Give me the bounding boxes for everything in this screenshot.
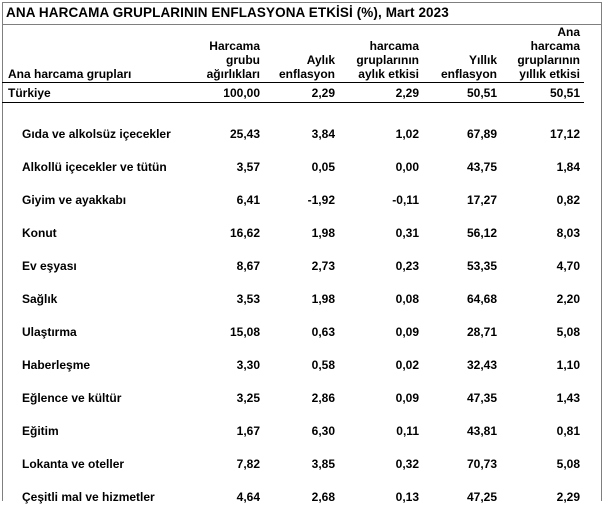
row-label: Eğitim bbox=[22, 423, 59, 438]
table-cell: 1,02 bbox=[395, 126, 419, 141]
table-cell: 16,62 bbox=[229, 225, 260, 240]
table-cell: 0,09 bbox=[395, 324, 419, 339]
table-cell: 3,84 bbox=[311, 126, 335, 141]
table-cell: 70,73 bbox=[466, 456, 497, 471]
column-header bbox=[264, 25, 339, 83]
column-header-line: enflasyon bbox=[440, 67, 497, 81]
table-cell: 0,02 bbox=[395, 357, 419, 372]
table-cell: 50,51 bbox=[501, 83, 584, 103]
table-cell: 1,43 bbox=[556, 390, 580, 405]
table-cell: 1,10 bbox=[556, 357, 580, 372]
table-cell: 6,30 bbox=[311, 423, 335, 438]
table-cell: 5,08 bbox=[556, 324, 580, 339]
total-row bbox=[2, 83, 584, 103]
table-cell: 25,43 bbox=[229, 126, 260, 141]
table-cell: -1,92 bbox=[307, 192, 335, 207]
table-cell: 0,23 bbox=[395, 258, 419, 273]
column-header-line: yıllık etkisi bbox=[519, 67, 580, 81]
table-cell: 6,41 bbox=[236, 192, 260, 207]
column-header-line: aylık etkisi bbox=[358, 67, 419, 81]
column-header-line: enflasyon bbox=[278, 67, 335, 81]
table-cell: 2,68 bbox=[311, 489, 335, 504]
table-row bbox=[2, 150, 584, 183]
table-cell: 2,86 bbox=[311, 390, 335, 405]
table-cell: 15,08 bbox=[229, 324, 260, 339]
table-cell: 17,27 bbox=[466, 192, 497, 207]
table-cell: 0,81 bbox=[556, 423, 580, 438]
column-header bbox=[501, 25, 584, 83]
column-header bbox=[188, 25, 264, 83]
table-cell: 8,03 bbox=[556, 225, 580, 240]
table-row bbox=[2, 117, 584, 150]
table-cell: 4,70 bbox=[556, 258, 580, 273]
table-cell: 2,29 bbox=[556, 489, 580, 504]
row-label: Haberleşme bbox=[22, 357, 91, 372]
table-cell: 47,25 bbox=[466, 489, 497, 504]
table-cell: 0,32 bbox=[395, 456, 419, 471]
table-cell: 0,11 bbox=[396, 423, 419, 438]
table-cell: 2,73 bbox=[311, 258, 335, 273]
table-cell: 3,53 bbox=[236, 291, 260, 306]
table-cell: 0,05 bbox=[311, 159, 335, 174]
table-cell: 7,82 bbox=[236, 456, 260, 471]
table-cell: 0,58 bbox=[311, 357, 335, 372]
table-cell: 56,12 bbox=[466, 225, 497, 240]
table-cell: 0,09 bbox=[395, 390, 419, 405]
table-row bbox=[2, 282, 584, 315]
table-row bbox=[2, 381, 584, 414]
column-header-line: Ana harcama grupları bbox=[8, 67, 132, 81]
table-row bbox=[2, 216, 584, 249]
column-header-line: Aylık bbox=[306, 53, 335, 67]
row-label: Ulaştırma bbox=[22, 324, 77, 339]
table-row bbox=[2, 249, 584, 282]
table-cell: 0,13 bbox=[395, 489, 419, 504]
row-label: Ev eşyası bbox=[22, 258, 77, 273]
table-cell: 43,81 bbox=[466, 423, 497, 438]
table-cell: 100,00 bbox=[188, 83, 264, 103]
header-row bbox=[2, 25, 584, 83]
table-cell: 28,71 bbox=[466, 324, 497, 339]
spacer-row bbox=[2, 103, 584, 118]
table-cell: 3,85 bbox=[311, 456, 335, 471]
table-cell: 0,00 bbox=[395, 159, 419, 174]
column-header-line: grubu bbox=[226, 53, 260, 67]
column-header-line: Yıllık bbox=[468, 53, 497, 67]
table-cell: 0,31 bbox=[395, 225, 419, 240]
table-cell: 0,82 bbox=[556, 192, 580, 207]
column-header bbox=[423, 25, 501, 83]
table-cell: 64,68 bbox=[466, 291, 497, 306]
table-cell: 53,35 bbox=[466, 258, 497, 273]
column-header-line: Ana harcama bbox=[530, 25, 580, 53]
table-cell: 2,29 bbox=[339, 83, 423, 103]
column-header-line: ağırlıkları bbox=[206, 67, 260, 81]
column-header bbox=[339, 25, 423, 83]
table-cell: 4,64 bbox=[236, 489, 260, 504]
column-header-line: harcama bbox=[369, 39, 419, 53]
table-cell: -0,11 bbox=[392, 192, 419, 207]
column-header-line: gruplarının bbox=[356, 53, 419, 67]
table-row bbox=[2, 414, 584, 447]
table-cell: 0,08 bbox=[395, 291, 419, 306]
column-header-line: Harcama bbox=[209, 39, 260, 53]
table-cell: 1,67 bbox=[236, 423, 260, 438]
inflation-table bbox=[2, 25, 584, 513]
table-cell: 5,08 bbox=[556, 456, 580, 471]
row-label: Gıda ve alkolsüz içecekler bbox=[22, 126, 171, 141]
column-header-line: gruplarının bbox=[517, 53, 580, 67]
table-row bbox=[2, 348, 584, 381]
table-row bbox=[2, 315, 584, 348]
table-cell: 1,98 bbox=[311, 291, 335, 306]
table-cell: 50,51 bbox=[423, 83, 501, 103]
row-label: Konut bbox=[22, 225, 57, 240]
column-header bbox=[2, 25, 188, 83]
table-cell: 1,98 bbox=[311, 225, 335, 240]
table-cell: 3,30 bbox=[236, 357, 260, 372]
row-label: Alkollü içecekler ve tütün bbox=[22, 159, 167, 174]
table-cell: 32,43 bbox=[466, 357, 497, 372]
table-cell: 47,35 bbox=[466, 390, 497, 405]
table-cell: 2,29 bbox=[264, 83, 339, 103]
table-cell: 1,84 bbox=[556, 159, 580, 174]
table-cell: 8,67 bbox=[236, 258, 260, 273]
table-row bbox=[2, 480, 584, 513]
table-cell: 43,75 bbox=[466, 159, 497, 174]
table-cell: 3,57 bbox=[236, 159, 260, 174]
table-cell: 0,63 bbox=[311, 324, 335, 339]
table-cell: 3,25 bbox=[236, 390, 260, 405]
row-label: Sağlık bbox=[22, 291, 58, 306]
row-label: Eğlence ve kültür bbox=[22, 390, 122, 405]
row-label: Türkiye bbox=[2, 83, 188, 103]
table-cell: 67,89 bbox=[466, 126, 497, 141]
table-title: ANA HARCAMA GRUPLARININ ENFLASYONA ETKİSİ (%), Mart 2023 bbox=[6, 5, 449, 20]
table-row bbox=[2, 447, 584, 480]
row-label: Lokanta ve oteller bbox=[22, 456, 125, 471]
row-label: Çeşitli mal ve hizmetler bbox=[22, 489, 155, 504]
table-row bbox=[2, 183, 584, 216]
table-cell: 2,20 bbox=[556, 291, 580, 306]
table-cell: 17,12 bbox=[549, 126, 580, 141]
row-label: Giyim ve ayakkabı bbox=[22, 192, 127, 207]
